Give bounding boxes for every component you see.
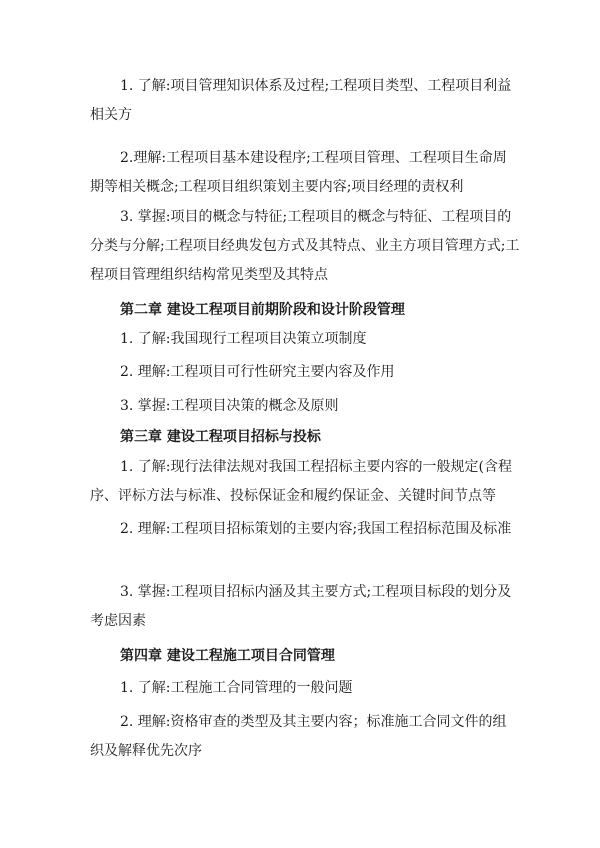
chapter2-item-3: 3. 掌握:工程项目决策的概念及原则 (120, 398, 339, 414)
chapter1-item-2: 2.理解:工程项目基本建设程序;工程项目管理、工程项目生命周期等相关概念;工程项目组织策划主要内容;项目经理的责权利 (90, 150, 507, 195)
chapter4-item-1: 1. 了解:工程施工合同管理的一般问题 (120, 680, 353, 696)
chapter2-item-2: 2. 理解:工程项目可行性研究主要内容及作用 (120, 364, 395, 380)
chapter1-item-3: 3. 掌握:项目的概念与特征;工程项目的概念与特征、工程项目的分类与分解;工程项目经典发包方式及其特点、业主方项目管理方式;工程项目管理组织结构常见类型及其特点 (90, 209, 520, 283)
chapter3-item-3: 3. 掌握:工程项目招标内涵及其主要方式;工程项目标段的划分及考虑因素 (90, 584, 512, 629)
chapter3-item-1: 1. 了解:现行法律法规对我国工程招标主要内容的一般规定(含程序、评标方法与标准、投标保证金和履约保证金、关键时间节点等 (90, 459, 512, 504)
chapter2-heading: 第二章 建设工程项目前期阶段和设计阶段管理 (120, 302, 405, 318)
chapter1-item-1: 1. 了解:项目管理知识体系及过程;工程项目类型、工程项目利益相关方 (90, 78, 512, 123)
chapter3-heading: 第三章 建设工程项目招标与投标 (120, 429, 321, 445)
chapter4-item-2: 2. 理解:资格审查的类型及其主要内容；标准施工合同文件的组织及解释优先次序 (90, 714, 507, 759)
chapter4-heading: 第四章 建设工程施工项目合同管理 (120, 648, 335, 664)
chapter3-item-2: 2. 理解:工程项目招标策划的主要内容;我国工程招标范围及标准 (120, 521, 512, 537)
chapter2-item-1: 1. 了解:我国现行工程项目决策立项制度 (120, 331, 367, 347)
